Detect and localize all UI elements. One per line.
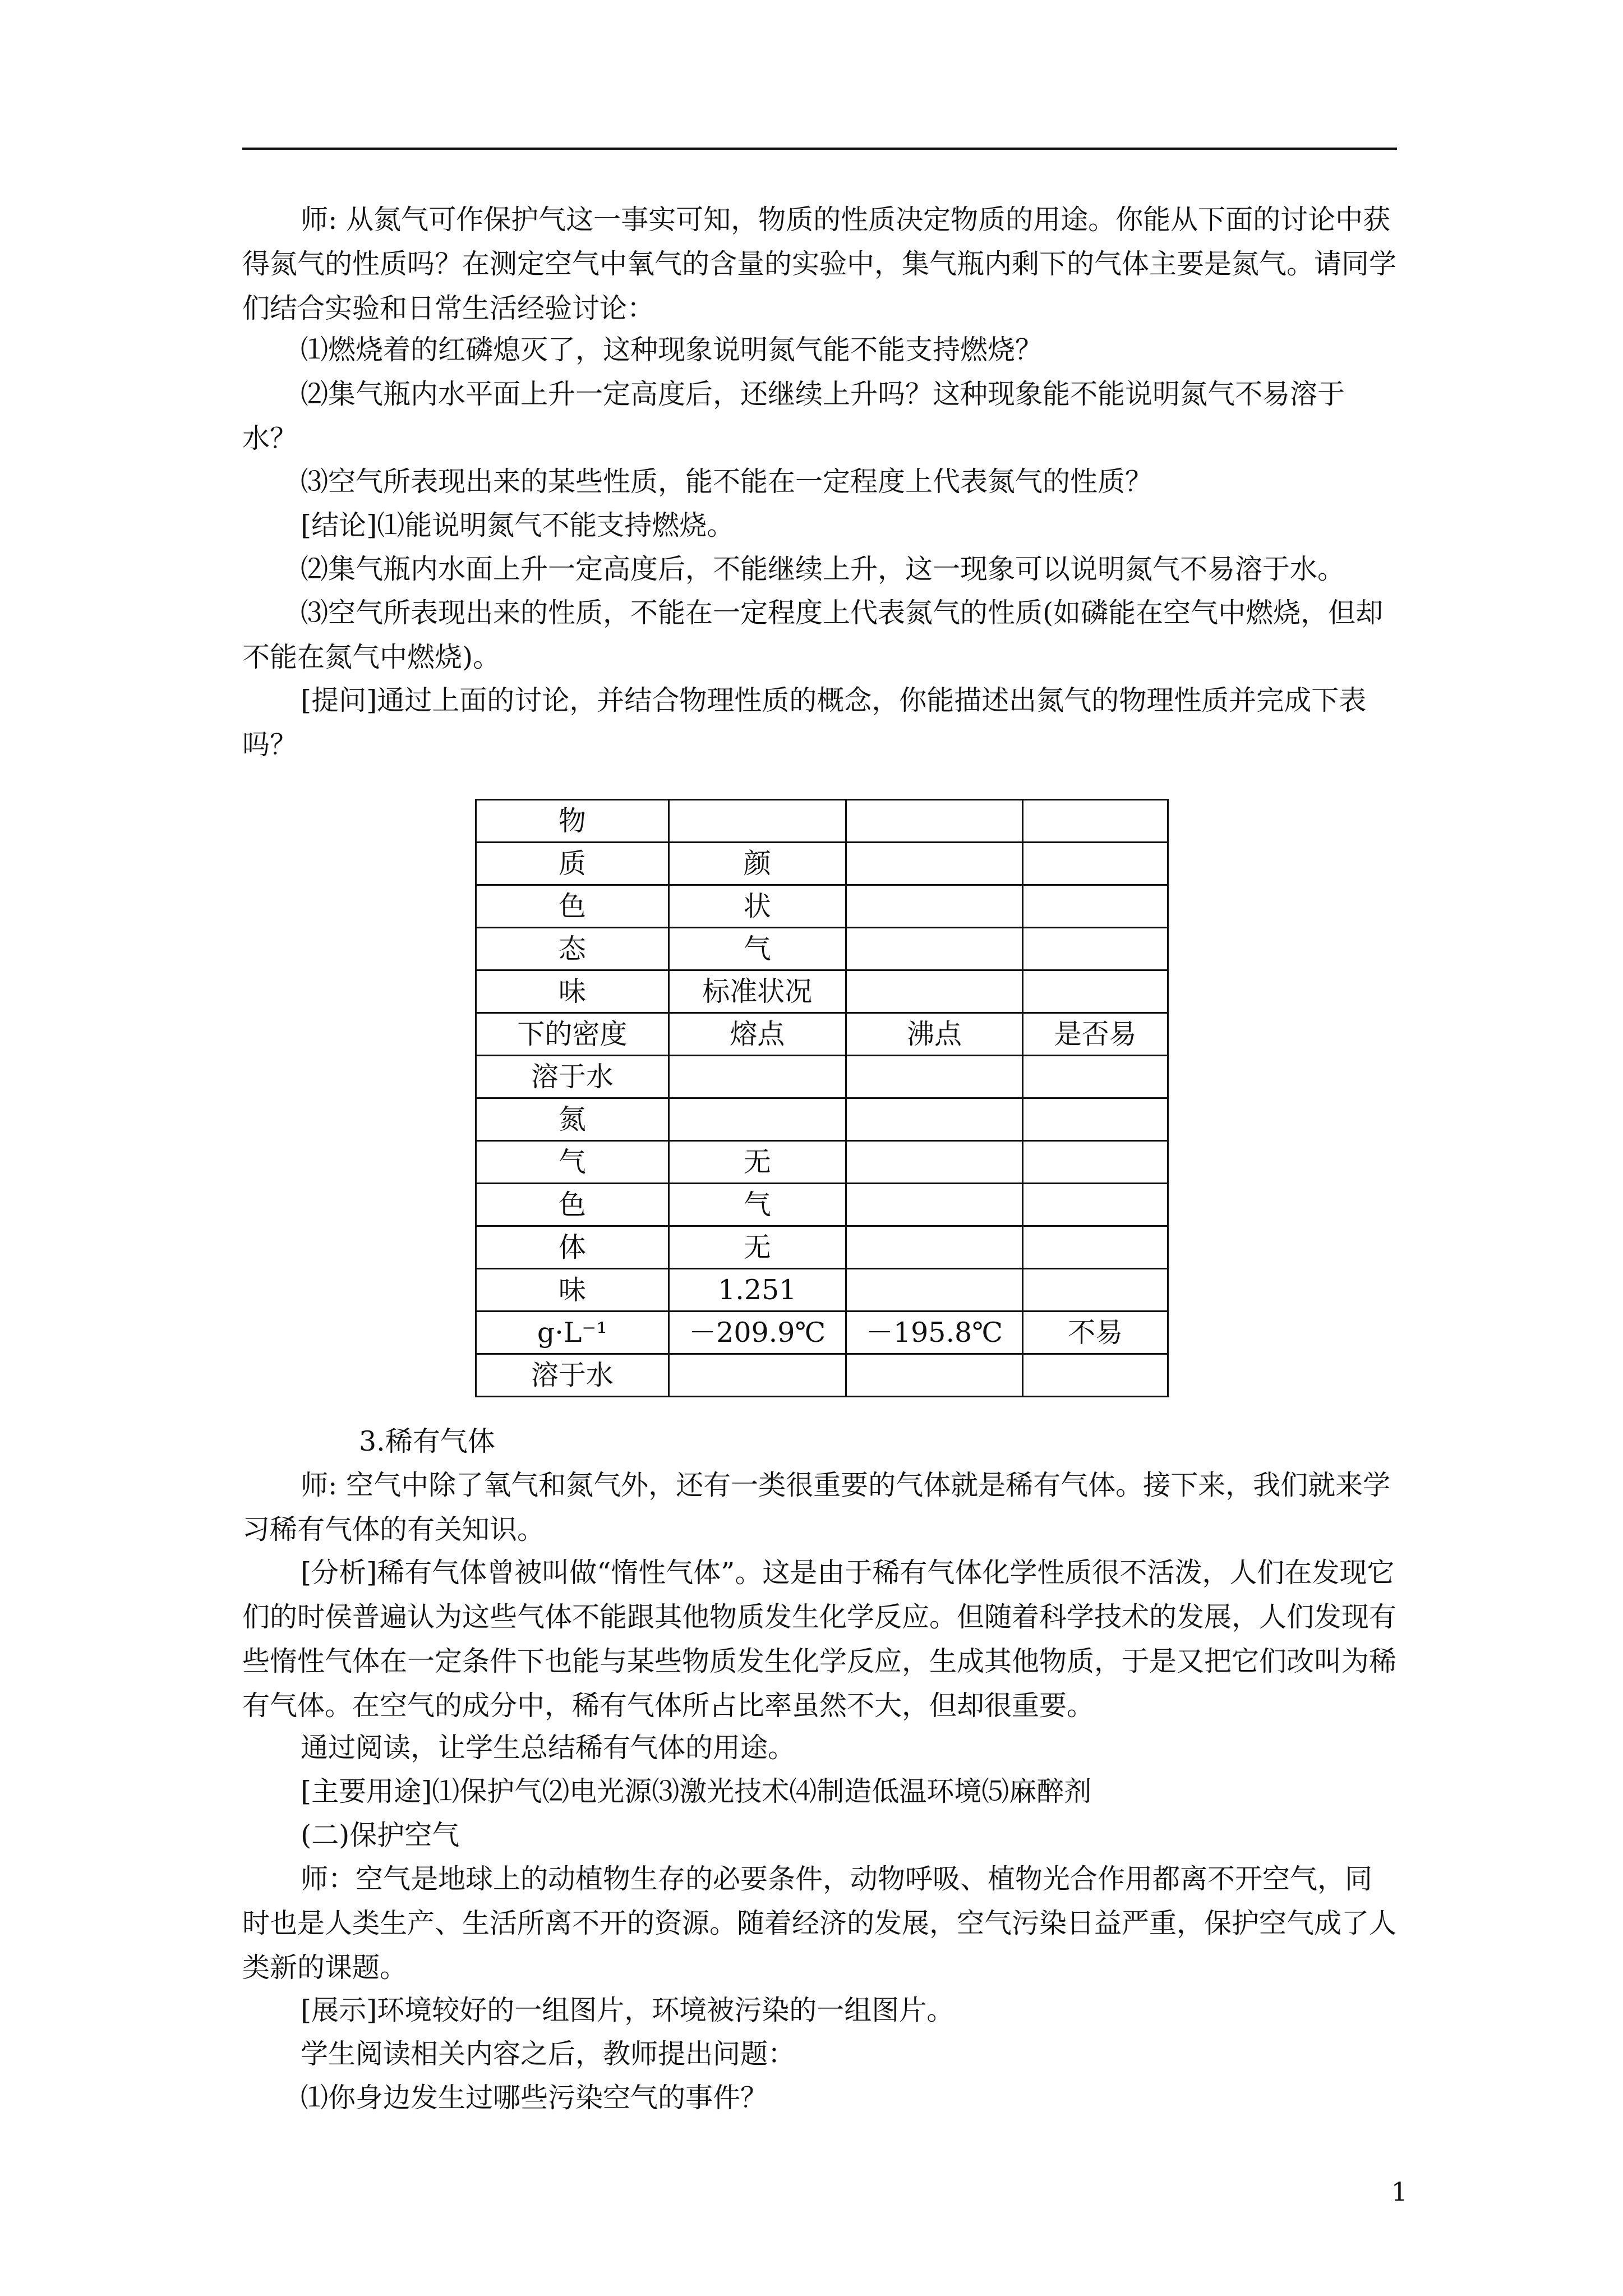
table-cell: 溶于水	[476, 1354, 669, 1397]
table-cell: 氮	[476, 1098, 669, 1141]
table-cell	[1023, 1098, 1168, 1141]
table-row	[476, 1013, 1168, 1056]
table-cell: 色	[476, 885, 669, 928]
table-row	[476, 800, 1168, 843]
table-cell	[846, 885, 1023, 928]
section-heading-rare-gases: 3.稀有气体	[359, 1425, 495, 1457]
table-cell: 颜	[668, 843, 846, 885]
table-cell: 状	[668, 885, 846, 928]
table-cell	[1023, 970, 1168, 1013]
conclusion-2: ⑵集气瓶内水面上升一定高度后，不能继续上升，这一现象可以说明氮气不易溶于水。	[301, 553, 1345, 585]
table-cell	[1023, 1354, 1168, 1397]
table-cell: 溶于水	[476, 1056, 669, 1098]
conclusion-3: ⑶空气所表现出来的性质，不能在一定程度上代表氮气的性质(如磷能在空气中燃烧，但却不能在氮气中燃烧)。	[242, 597, 1384, 673]
table-cell	[668, 1354, 846, 1397]
table-cell: 1.251	[668, 1269, 846, 1312]
paragraph-display: [展示]环境较好的一组图片，环境被污染的一组图片。	[301, 1994, 955, 2026]
paragraph-analysis: [分析]稀有气体曾被叫做“惰性气体”。这是由于稀有气体化学性质很不活泼，人们在发现它们的时侯普遍认为这些气体不能跟其他物质发生化学反应。但随着科学技术的发展，人们发现有些惰性气体在一定条件下也能与某些物质发生化学反应，生成其他物质，于是又把它们改叫为稀有气体。在空气的成分中，稀有气体所占比率虽然不大，但却很重要。	[242, 1557, 1397, 1722]
table-cell: 味	[476, 1269, 669, 1312]
question-3: ⑶空气所表现出来的某些性质，能不能在一定程度上代表氮气的性质？	[301, 466, 1153, 498]
table-cell	[1023, 1269, 1168, 1312]
table-cell	[846, 928, 1023, 970]
table-cell	[1023, 1141, 1168, 1184]
table-cell	[668, 1056, 846, 1098]
header-rule	[242, 148, 1397, 150]
table-row	[476, 1312, 1168, 1354]
table-cell	[1023, 885, 1168, 928]
page-number: 1	[1391, 2177, 1408, 2207]
paragraph-reading: 通过阅读，让学生总结稀有气体的用途。	[301, 1732, 796, 1764]
question-1: ⑴燃烧着的红磷熄灭了，这种现象说明氮气能不能支持燃烧？	[301, 334, 1043, 366]
table-cell: 色	[476, 1184, 669, 1226]
section-heading-protect-air: (二)保护空气	[301, 1819, 460, 1851]
table-cell: 体	[476, 1226, 669, 1269]
table-cell: 熔点	[668, 1013, 846, 1056]
table-cell	[1023, 1184, 1168, 1226]
paragraph-teacher-question: 学生阅读相关内容之后，教师提出问题：	[301, 2038, 796, 2070]
table-cell: 物	[476, 800, 669, 843]
paragraph-intro: 师: 从氮气可作保护气这一事实可知，物质的性质决定物质的用途。你能从下面的讨论中获得氮气的性质吗？在测定空气中氧气的含量的实验中，集气瓶内剩下的气体主要是氮气。请同学们结合实验和日常生活经验讨论：	[242, 204, 1397, 324]
table-cell	[1023, 800, 1168, 843]
table-row	[476, 885, 1168, 928]
table-cell: g·L⁻¹	[476, 1312, 669, 1354]
question-2: ⑵集气瓶内水平面上升一定高度后，还继续上升吗？这种现象能不能说明氮气不易溶于水？	[242, 378, 1345, 454]
table-row	[476, 1098, 1168, 1141]
table-cell	[1023, 1056, 1168, 1098]
table-cell: 标准状况	[668, 970, 846, 1013]
table-row	[476, 1269, 1168, 1312]
table-row	[476, 1141, 1168, 1184]
table-cell: 无	[668, 1226, 846, 1269]
table-cell	[846, 1269, 1023, 1312]
table-cell	[846, 1098, 1023, 1141]
table-cell	[1023, 928, 1168, 970]
conclusion-1: [结论]⑴能说明氮气不能支持燃烧。	[301, 509, 735, 541]
table-cell	[846, 1226, 1023, 1269]
table-cell	[846, 1056, 1023, 1098]
table-row	[476, 1056, 1168, 1098]
table-row	[476, 1354, 1168, 1397]
table-cell: 下的密度	[476, 1013, 669, 1056]
table-cell	[1023, 843, 1168, 885]
table-cell: 质	[476, 843, 669, 885]
paragraph-rare-gases-intro: 师: 空气中除了氧气和氮气外，还有一类很重要的气体就是稀有气体。接下来，我们就来学习稀有气体的有关知识。	[242, 1469, 1391, 1545]
question-prompt: [提问]通过上面的讨论，并结合物理性质的概念，你能描述出氮气的物理性质并完成下表吗？	[242, 684, 1367, 761]
table-cell: 沸点	[846, 1013, 1023, 1056]
table-cell	[846, 800, 1023, 843]
table-cell: 是否易	[1023, 1013, 1168, 1056]
table-cell: 味	[476, 970, 669, 1013]
table-cell	[668, 1098, 846, 1141]
table-cell	[846, 1354, 1023, 1397]
table-cell: 气	[668, 1184, 846, 1226]
table-cell	[846, 1184, 1023, 1226]
table-cell: 不易	[1023, 1312, 1168, 1354]
table-row	[476, 1184, 1168, 1226]
table-cell: －195.8℃	[846, 1312, 1023, 1354]
table-cell: 气	[668, 928, 846, 970]
table-row	[476, 843, 1168, 885]
paragraph-protect-air: 师：空气是地球上的动植物生存的必要条件，动物呼吸、植物光合作用都离不开空气，同时也是人类生产、生活所离不开的资源。随着经济的发展，空气污染日益严重，保护空气成了人类新的课题。	[242, 1863, 1397, 1984]
table-cell	[846, 843, 1023, 885]
table-cell	[668, 800, 846, 843]
table-cell: 无	[668, 1141, 846, 1184]
question-pollution-events: ⑴你身边发生过哪些污染空气的事件？	[301, 2082, 768, 2114]
table-cell	[1023, 1226, 1168, 1269]
table-row	[476, 928, 1168, 970]
table-cell	[846, 1141, 1023, 1184]
table-cell: －209.9℃	[668, 1312, 846, 1354]
table-cell	[846, 970, 1023, 1013]
table-cell: 气	[476, 1141, 669, 1184]
paragraph-main-uses: [主要用途]⑴保护气⑵电光源⑶激光技术⑷制造低温环境⑸麻醉剂	[301, 1775, 1092, 1807]
table-cell: 态	[476, 928, 669, 970]
nitrogen-properties-table	[475, 799, 1169, 1397]
table-row	[476, 970, 1168, 1013]
table-row	[476, 1226, 1168, 1269]
